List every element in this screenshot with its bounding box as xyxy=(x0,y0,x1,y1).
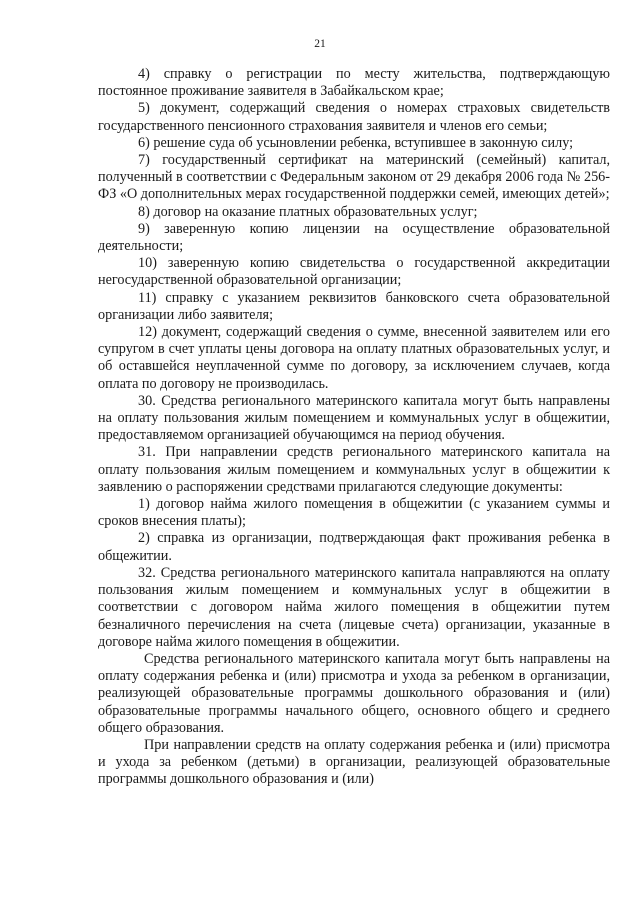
paragraph-item-5: 5) документ, содержащий сведения о номерах страховых свидетельств государственного пенсионного страхования заявителя и членов его семьи; xyxy=(98,100,610,134)
paragraph-item-4: 4) справку о регистрации по месту жительства, подтверждающую постоянное проживание заявителя в Забайкальском крае; xyxy=(98,66,610,100)
paragraph-item-7: 7) государственный сертификат на материнский (семейный) капитал, полученный в соответствии с Федеральным законом от 29 декабря 2006 года № 256-ФЗ «О дополнительных мерах государственной поддержки семей, имеющих детей»; xyxy=(98,152,610,203)
paragraph-item-12: 12) документ, содержащий сведения о сумме, внесенной заявителем или его супругом в счет уплаты цены договора на оплату платных образовательных услуг, и об оставшейся неуплаченной сумме по договору, за исключением случаев, когда оплата по договору не производилась. xyxy=(98,324,610,392)
paragraph-item-6: 6) решение суда об усыновлении ребенка, вступившее в законную силу; xyxy=(138,134,574,151)
paragraph-section-32: 32. Средства регионального материнского капитала направляются на оплату пользования жилым помещением и коммунальных услуг в общежитии в соответствии с договором найма жилого помещения в общежитии путем безналичного перечисления на счета (лицевые счета) организации, указанные в договоре найма жилого помещения в общежитии. xyxy=(98,564,610,650)
paragraph-item-10: 10) заверенную копию свидетельства о государственной аккредитации негосударственной образовательной организации; xyxy=(98,255,610,289)
paragraph-section-31: 31. При направлении средств регионального материнского капитала на оплату пользования жилым помещением и коммунальных услуг в общежитии к заявлению о распоряжении средствами прилагаются следующие документы: xyxy=(98,444,610,495)
page-number: 21 xyxy=(314,38,326,50)
paragraph-item-11: 11) справку с указанием реквизитов банковского счета образовательной организации либо заявителя; xyxy=(98,289,610,323)
paragraph-subitem-2: 2) справка из организации, подтверждающая факт проживания ребенка в общежитии. xyxy=(98,530,610,564)
paragraph-subitem-1: 1) договор найма жилого помещения в общежитии (с указанием суммы и сроков внесения платы); xyxy=(98,496,610,530)
paragraph-item-9: 9) заверенную копию лицензии на осуществление образовательной деятельности; xyxy=(98,220,610,255)
paragraph-item-8: 8) договор на оказание платных образовательных услуг; xyxy=(138,203,478,220)
document-body xyxy=(98,66,610,789)
paragraph-preschool-funding: Средства регионального материнского капитала могут быть направлены на оплату содержания ребенка и (или) присмотра и ухода за ребенком в организации, реализующей образовательные программы дошкольного образования и (или) образовательные программы начального общего, основного общего и среднего общего образования. xyxy=(98,650,610,736)
paragraph-preschool-direction: При направлении средств на оплату содержания ребенка и (или) присмотра и ухода за ребенком (детьми) в организации, реализующей образовательные программы дошкольного образования и (или) xyxy=(98,736,610,788)
paragraph-section-30: 30. Средства регионального материнского капитала могут быть направлены на оплату пользования жилым помещением и коммунальных услуг в общежитии, предоставляемом организацией обучающимся на период обучения. xyxy=(98,392,610,444)
